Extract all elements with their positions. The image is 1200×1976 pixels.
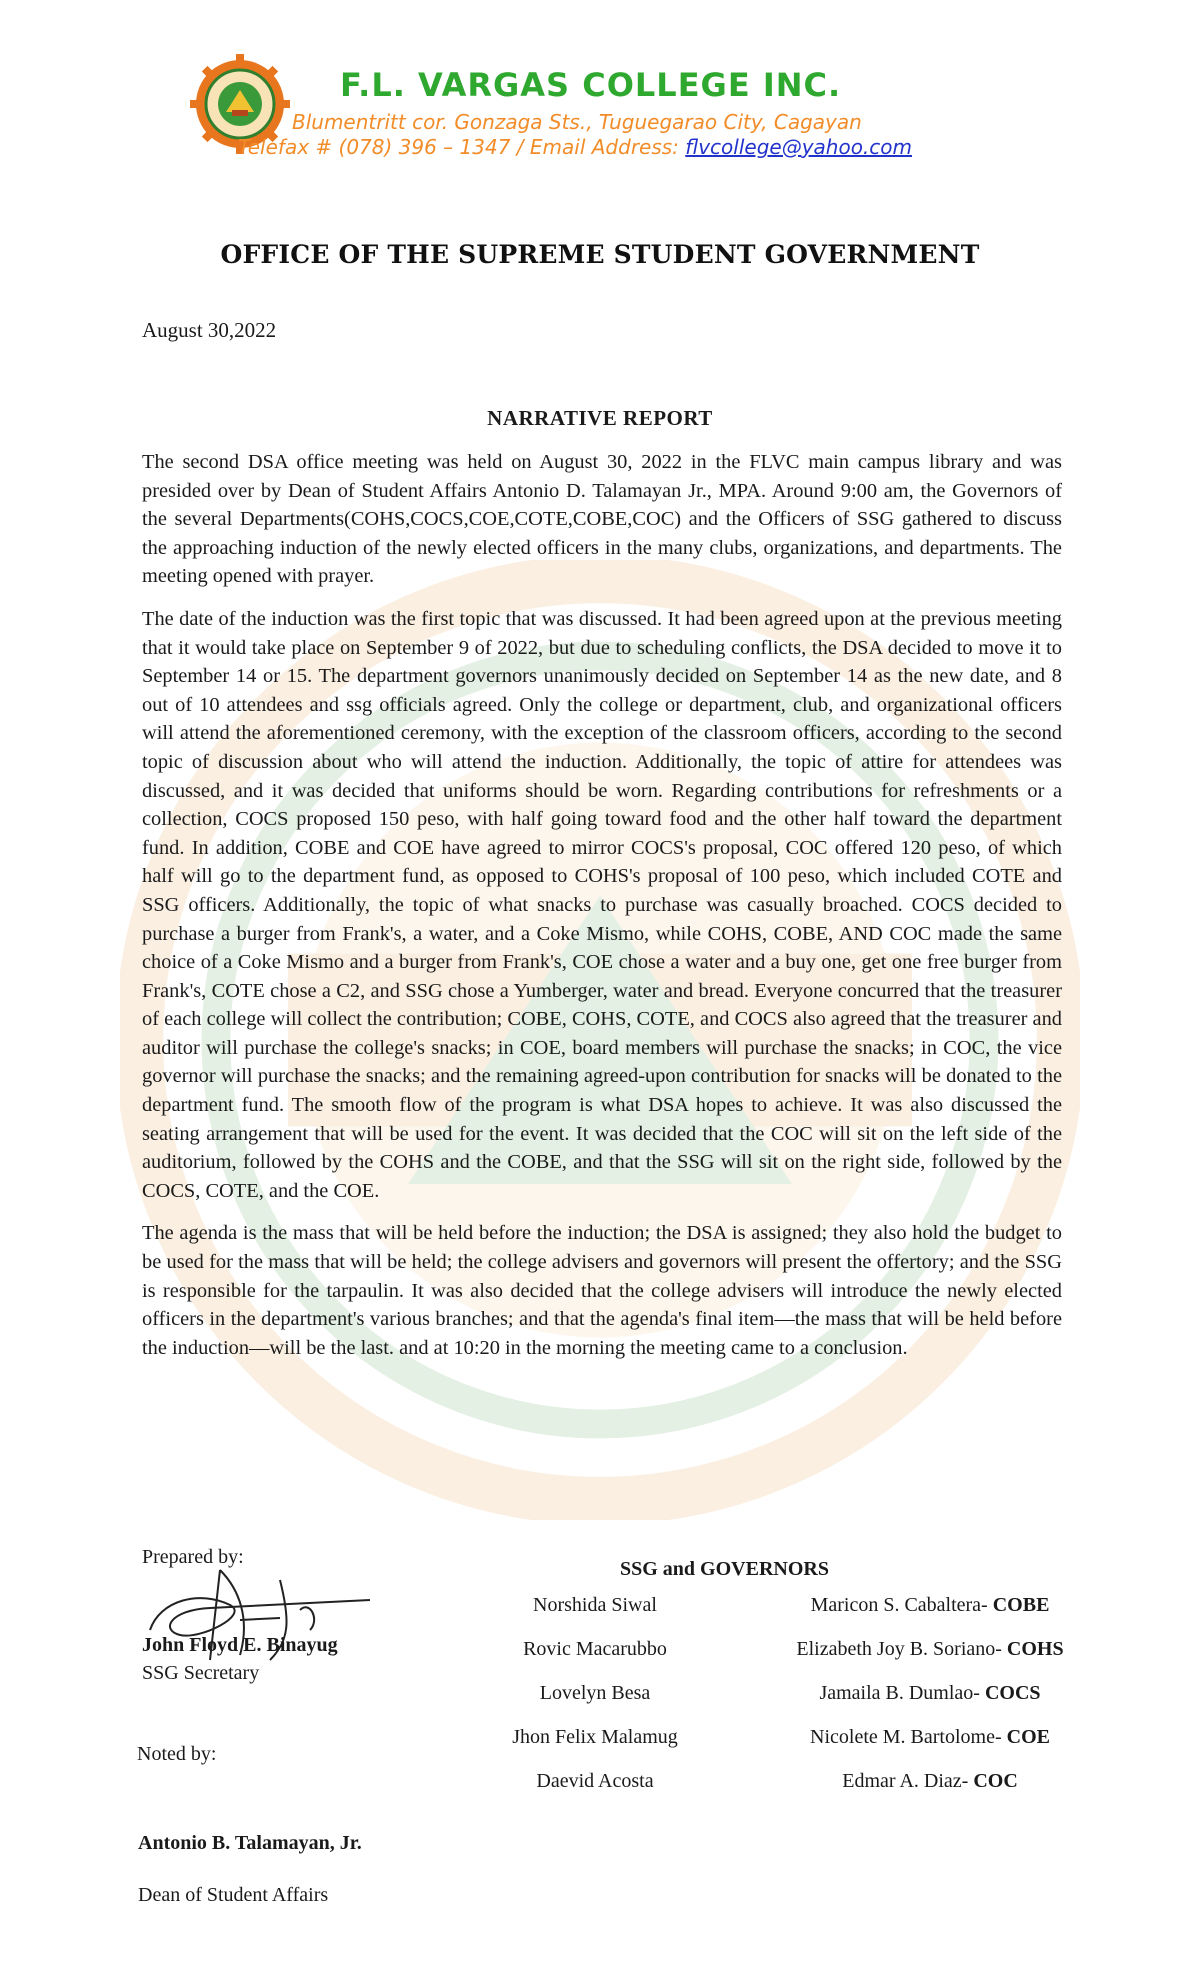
governor-dept: COE — [1006, 1726, 1050, 1748]
list-item — [760, 1636, 1100, 1680]
governors-heading: SSG and GOVERNORS — [620, 1558, 829, 1580]
noter-title: Dean of Student Affairs — [138, 1884, 329, 1906]
list-item: Daevid Acosta — [536, 1770, 654, 1792]
ssg-officers-list — [480, 1592, 710, 1812]
department-governors-list — [760, 1592, 1100, 1812]
prepared-by-label: Prepared by: — [142, 1546, 244, 1568]
report-date: August 30,2022 — [142, 318, 277, 342]
college-contact — [238, 135, 912, 159]
office-title: OFFICE OF THE SUPREME STUDENT GOVERNMENT — [220, 240, 980, 269]
paragraph: The second DSA office meeting was held on August 30, 2022 in the FLVC main campus library and was presided over by Dean of Student Affairs Antonio D. Talamayan Jr., MPA. Around 9:00 am, the Governors of the several Departments(COHS,COCS,COE,COTE,COBE,COC) and the Officers of SSG gathered to discuss the approaching induction of the newly elected officers in the many clubs, organizations, and departments. The meeting opened with prayer. — [142, 451, 1062, 588]
preparer-name: John Floyd E. Binayug — [142, 1634, 338, 1656]
list-item — [760, 1680, 1100, 1724]
noted-by-label: Noted by: — [137, 1743, 217, 1765]
college-name: F.L. VARGAS COLLEGE INC. — [340, 66, 842, 104]
report-body — [142, 448, 1062, 1376]
contact-text: Telefax # (078) 396 – 1347 / Email Address: — [238, 135, 686, 159]
governor-dept: COBE — [992, 1594, 1050, 1616]
preparer-title: SSG Secretary — [142, 1662, 260, 1684]
list-item — [760, 1592, 1100, 1636]
list-item: Jhon Felix Malamug — [512, 1726, 678, 1748]
list-item: Lovelyn Besa — [539, 1682, 651, 1704]
paragraph: The agenda is the mass that will be held before the induction; the DSA is assigned; they also hold the budget to be used for the mass that will be held; the college advisers and governors will present the offertory; and the SSG is responsible for the tarpaulin. It was also decided that the college advisers will introduce the newly elected officers in the department's various branches; and that the agenda's final item—the mass that will be held before the induction—will be the last. and at 10:20 in the morning the meeting came to a conclusion. — [142, 1222, 1062, 1359]
report-title: NARRATIVE REPORT — [487, 406, 713, 430]
governor-name: Nicolete M. Bartolome- — [810, 1726, 1007, 1748]
list-item — [760, 1768, 1100, 1812]
governor-dept: COC — [973, 1770, 1018, 1792]
governor-name: Maricon S. Cabaltera- — [810, 1594, 993, 1616]
governor-name: Jamaila B. Dumlao- — [819, 1682, 985, 1704]
list-item — [760, 1724, 1100, 1768]
list-item: Rovic Macarubbo — [523, 1638, 667, 1660]
paragraph: The date of the induction was the first topic that was discussed. It had been agreed upon at the previous meeting that it would take place on September 9 of 2022, but due to scheduling conflicts, the DSA decided to move it to September 14 or 15. The department governors unanimously decided on September 14 as the new date, and 8 out of 10 attendees and ssg officials agreed. Only the college or department, club, and organizational officers will attend the aforementioned ceremony, with the exception of the classroom officers, according to the second topic of discussion about who will attend the induction. Additionally, the topic of attire for attendees was discussed, and it was decided that uniforms should be worn. Regarding contributions for refreshments or a collection, COCS proposed 150 peso, with half going toward food and the other half toward the department fund. In addition, COBE and COE have agreed to mirror COCS's proposal, COC offered 120 peso, of which half will go to the department fund, as opposed to COHS's proposal of 100 peso, which included COTE and SSG officers. Additionally, the topic of what snacks to purchase was casually broached. COCS decided to purchase a burger from Frank's, a water, and a Coke Mismo, while COHS, COBE, AND COC made the same choice of a Coke Mismo and a burger from Frank's, COE chose a water and a buy one, get one free burger from Frank's, COTE chose a C2, and SSG chose a Yumberger, water and bread. Everyone concurred that the treasurer of each college will collect the contribution; COBE, COHS, COTE, and COCS also agreed that the treasurer and auditor will purchase the college's snacks; in COE, board members will purchase the snacks; in COC, the vice governor will purchase the snacks; and the remaining agreed-upon contribution for snacks will be donated to the department fund. The smooth flow of the program is what DSA hopes to achieve. It was also discussed the seating arrangement that will be used for the event. It was decided that the COC will sit on the left side of the auditorium, followed by the COHS and the COBE, and that the SSG will sit on the right side, followed by the COCS, COTE, and the COE. — [142, 607, 1062, 1202]
governor-dept: COHS — [1006, 1638, 1064, 1660]
governor-name: Edmar A. Diaz- — [842, 1770, 974, 1792]
governor-dept: COCS — [984, 1682, 1041, 1704]
governor-name: Elizabeth Joy B. Soriano- — [796, 1638, 1007, 1660]
college-address: Blumentritt cor. Gonzaga Sts., Tuguegarao City, Cagayan — [292, 110, 862, 134]
list-item: Norshida Siwal — [533, 1594, 657, 1616]
email-link[interactable]: flvcollege@yahoo.com — [685, 135, 912, 159]
noter-name: Antonio B. Talamayan, Jr. — [138, 1832, 362, 1854]
